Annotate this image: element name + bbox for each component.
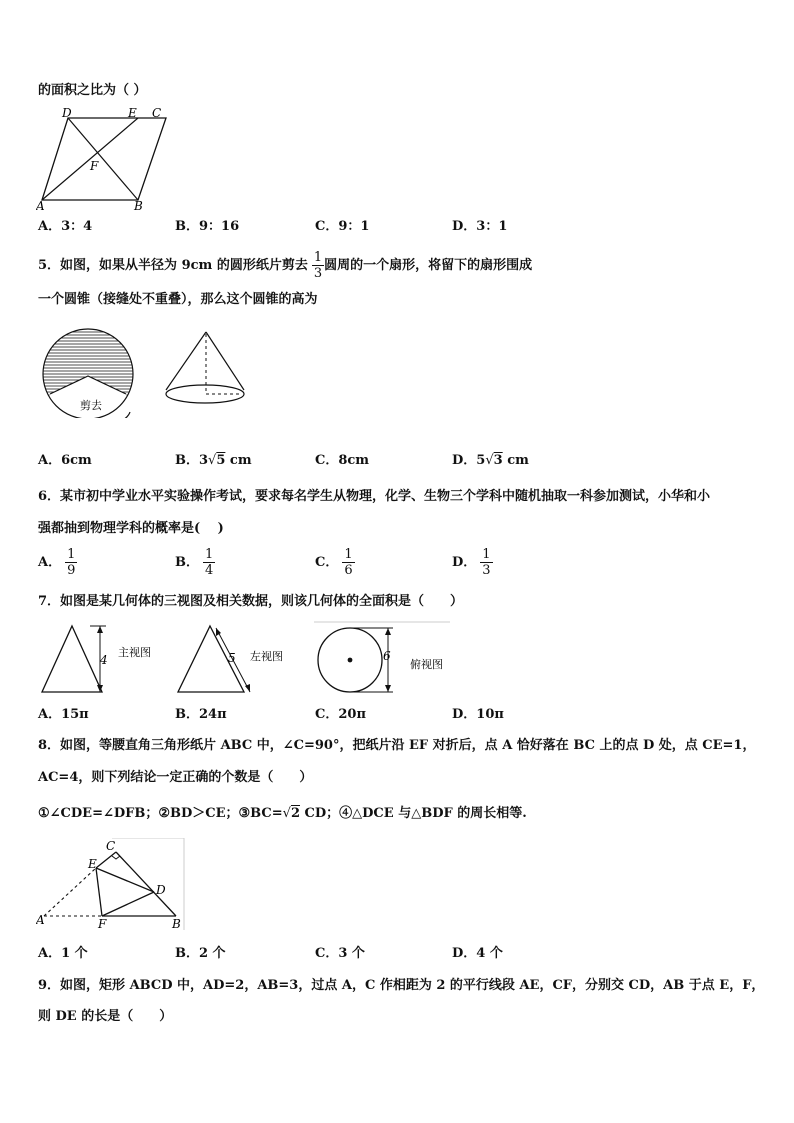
label-b: B xyxy=(172,917,181,930)
q6-question-line1: 6．某市初中学业水平实验操作考试，要求每名学生从物理，化学、生物三个学科中随机抽取一科参加测试，小华和小 xyxy=(38,489,711,504)
q4-option-c: C．9：1 xyxy=(315,219,370,234)
top-dim: 6 xyxy=(383,649,391,663)
label-c: C xyxy=(152,106,162,120)
q9-question-line1: 9．如图，矩形 ABCD 中，AD=2，AB=3，过点 A，C 作相距为 2 的平行线段 AE，CF，分别交 CD，AB 于点 E，F， xyxy=(38,978,765,993)
side-cb xyxy=(116,852,176,916)
q7-three-views-figure xyxy=(38,620,450,698)
label-a: A xyxy=(36,913,45,927)
q4-option-a: A．3：4 xyxy=(38,219,93,234)
q9-question-line2: 则 DE 的长是（ ） xyxy=(38,1009,173,1024)
q7-option-c: C．20π xyxy=(315,707,366,722)
q7-option-a: A．15π xyxy=(38,707,89,722)
q5-option-c: C．8cm xyxy=(315,453,370,468)
q8-option-c: C．3 个 xyxy=(315,946,365,961)
q6-option-a: A． $\frac{1}{9}$ xyxy=(38,547,76,578)
q7-option-d: D．10π xyxy=(452,707,504,722)
label-d: D xyxy=(156,883,166,897)
q4-question-tail: 的面积之比为（ ） xyxy=(38,83,147,98)
diagonal-db xyxy=(68,118,138,200)
side-ec xyxy=(96,852,116,868)
q8-question-line2: AC=4，则下列结论一定正确的个数是（ ） xyxy=(38,770,313,785)
q5-text-a: 5．如图，如果从半径为 9cm 的圆形纸片剪去 xyxy=(38,258,308,273)
segment-fd xyxy=(102,892,154,916)
q5-option-d: D．5√3 cm xyxy=(452,453,529,468)
label-d: D xyxy=(62,106,72,120)
q6-option-d: D． $\frac{1}{3}$ xyxy=(452,547,491,578)
q5-text-b: 圆周的一个扇形，将留下的扇形围成 xyxy=(324,258,533,273)
q5-option-a: A．6cm xyxy=(38,453,92,468)
q4-option-b: B．9：16 xyxy=(175,219,240,234)
label-b: B xyxy=(134,199,143,212)
q6-question-line2: 强都抽到物理学科的概率是( ) xyxy=(38,521,224,536)
label-e: E xyxy=(88,857,97,871)
label-f: F xyxy=(98,917,107,930)
segment-ed xyxy=(96,868,154,892)
q8-question-line3: ①∠CDE=∠DFB；②BD＞CE；③BC=√2 CD；④△DCE 与△BDF 的周长相等. xyxy=(38,806,527,821)
q4-option-d: D．3：1 xyxy=(452,219,508,234)
q5-question-line1 xyxy=(38,250,532,281)
front-view-label: 主视图 xyxy=(118,646,151,659)
q5-circle-cone-figure xyxy=(40,326,250,418)
label-c: C xyxy=(106,839,116,853)
q8-option-a: A．1 个 xyxy=(38,946,88,961)
q5-fraction: $\frac{1}{3}$ xyxy=(313,250,323,281)
parallelogram-abcd xyxy=(42,118,166,200)
front-dim: 4 xyxy=(100,653,108,667)
q4-parallelogram-figure xyxy=(36,104,168,212)
top-view-label: 俯视图 xyxy=(410,658,443,671)
q8-question-line1: 8．如图，等腰直角三角形纸片 ABC 中，∠C=90°，把纸片沿 EF 对折后，点 A 恰好落在 BC 上的点 D 处，点 CE=1， xyxy=(38,738,756,753)
q7-option-b: B．24π xyxy=(175,707,227,722)
q8-option-b: B．2 个 xyxy=(175,946,226,961)
label-f: F xyxy=(90,159,99,173)
left-dim: 5 xyxy=(228,651,236,665)
folded-ae xyxy=(44,868,96,916)
q8-triangle-figure xyxy=(36,838,188,930)
top-view xyxy=(314,622,450,692)
left-view xyxy=(178,626,283,692)
fold-ef xyxy=(96,868,102,916)
cut-label: 剪去 xyxy=(80,399,102,412)
left-view-label: 左视图 xyxy=(250,650,283,663)
q5-question-line2: 一个圆锥（接缝处不重叠），那么这个圆锥的高为 xyxy=(38,292,318,307)
front-view xyxy=(42,626,151,692)
label-a: A xyxy=(36,199,45,212)
q8-option-d: D．4 个 xyxy=(452,946,503,961)
q6-option-c: C． $\frac{1}{6}$ xyxy=(315,547,353,578)
q6-option-b: B． $\frac{1}{4}$ xyxy=(175,547,214,578)
cone-drawing xyxy=(166,332,244,403)
label-e: E xyxy=(128,106,137,120)
q5-option-b: B．3√5 cm xyxy=(175,453,252,468)
q7-question-line1: 7．如图是某几何体的三视图及相关数据，则该几何体的全面积是（ ） xyxy=(38,594,464,609)
